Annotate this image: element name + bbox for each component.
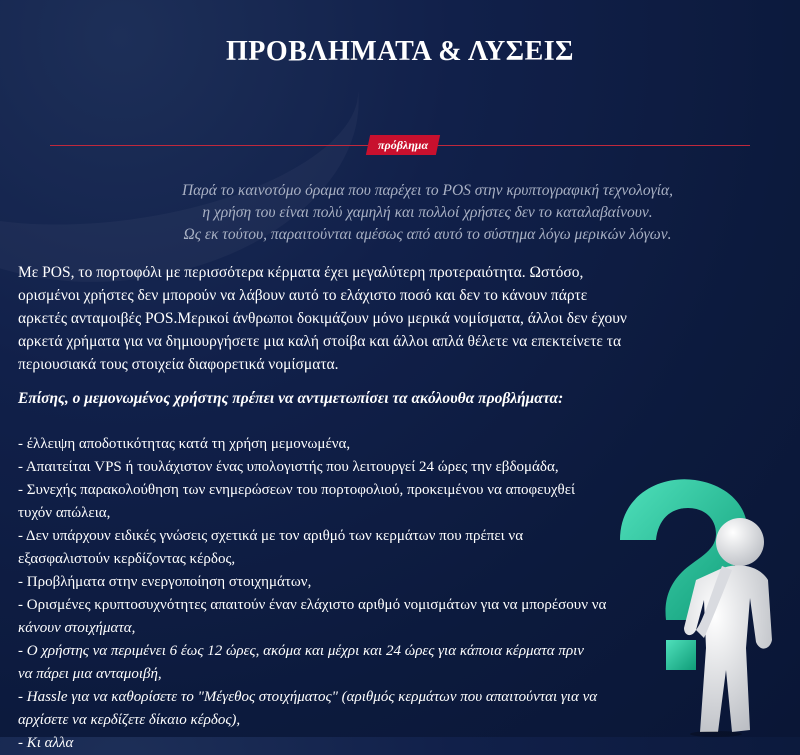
list-item: - Κι αλλα (18, 735, 74, 751)
paragraph-line: αρκετά χρήματα για να δημιουργήσετε μια καλή στοίβα και άλλοι απλά θέλετε να επεκτείνετε τα (18, 333, 622, 350)
problems-heading: Επίσης, ο μεμονωμένος χρήστης πρέπει να αντιμετωπίσει τα ακόλουθα προβλήματα: (18, 390, 564, 407)
list-item: - Απαιτείται VPS ή τουλάχιστον ένας υπολογιστής που λειτουργεί 24 ώρες την εβδομάδα, (18, 459, 559, 475)
list-item: αρχίσετε να κερδίζετε δίκαιο κέρδος), (18, 712, 241, 728)
list-item: - έλλειψη αποδοτικότητας κατά τη χρήση μεμονωμένα, (18, 436, 351, 452)
list-item: κάνουν στοιχήματα, (18, 620, 136, 636)
list-item: - Προβλήματα στην ενεργοποίηση στοιχημάτων, (18, 574, 312, 590)
list-item: να πάρει μια ανταμοιβή, (18, 666, 162, 682)
list-item: τυχόν απώλεια, (18, 505, 111, 521)
list-item: - Συνεχής παρακολούθηση των ενημερώσεων του πορτοφολιού, προκειμένου να αποφευχθεί (18, 482, 576, 498)
section-tag (366, 135, 440, 155)
list-item: εξασφαλιστούν κερδίζοντας κέρδος, (18, 551, 236, 567)
paragraph-line: Με POS, το πορτοφόλι με περισσότερα κέρματα έχει μεγαλύτερη προτεραιότητα. Ωστόσο, (18, 264, 584, 281)
section-tag-label: πρόβλημα (378, 138, 429, 152)
list-item: - Ο χρήστης να περιμένει 6 έως 12 ώρες, ακόμα και μέχρι και 24 ώρες για κάποια κέρματα πριν (18, 643, 584, 659)
intro-text (0, 180, 800, 246)
intro-line: η χρήση του είναι πολύ χαμηλή και πολλοί χρήστες δεν το καταλαβαίνουν. (202, 204, 653, 221)
list-item: - Ορισμένες κρυπτοσυχνότητες απαιτούν έναν ελάχιστο αριθμό νομισμάτων για να μπορέσουν να (18, 597, 607, 613)
thinking-person-question-mark-icon (600, 470, 800, 737)
paragraph-line: αρκετές ανταμοιβές POS.Μερικοί άνθρωποι δοκιμάζουν μόνο μερικά νομίσματα, άλλοι δεν έχουν (18, 310, 627, 327)
list-item: - Δεν υπάρχουν ειδικές γνώσεις σχετικά με τον αριθμό των κερμάτων που πρέπει να (18, 528, 524, 544)
intro-line: Ως εκ τούτου, παραιτούνται αμέσως από αυτό το σύστημα λόγω μερικών λόγων. (183, 226, 672, 243)
paragraph-line: περιουσιακά τους στοιχεία διαφορετικά νομίσματα. (18, 356, 339, 373)
list-item: - Hassle για να καθορίσετε το "Μέγεθος στοιχήματος" (αριθμός κερμάτων που απαιτούνται για να (18, 689, 598, 705)
paragraph-line: ορισμένοι χρήστες δεν μπορούν να λάβουν αυτό το ελάχιστο ποσό και δεν το κάνουν πάρτε (18, 287, 588, 304)
intro-line: Παρά το καινοτόμο όραμα που παρέχει το POS στην κρυπτογραφική τεχνολογία, (181, 182, 674, 199)
page-title: ΠΡΟΒΛΗΜΑΤΑ & ΛΥΣΕΙΣ (226, 36, 574, 67)
body-paragraph (18, 261, 778, 376)
